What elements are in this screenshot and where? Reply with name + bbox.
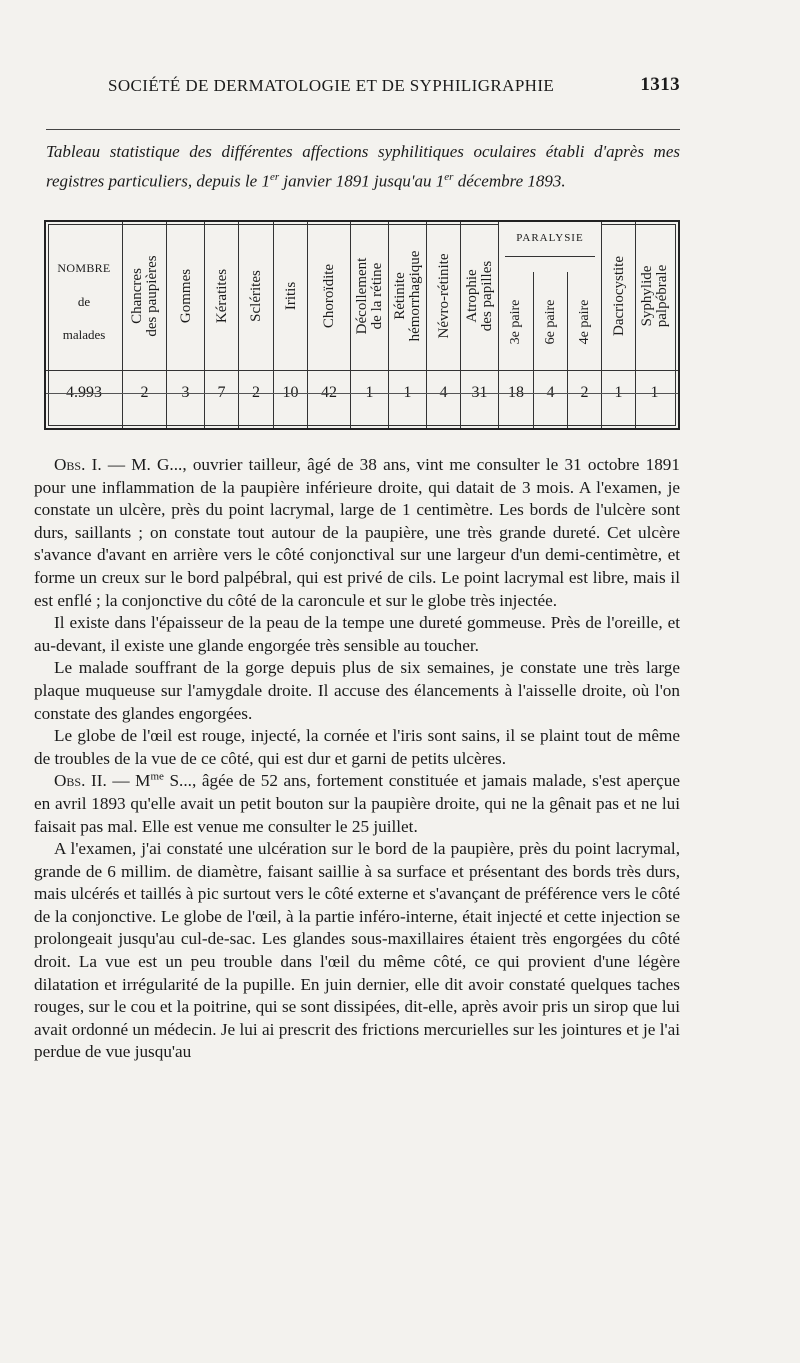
nombre-header-line-3: malades xyxy=(62,327,106,342)
table-column xyxy=(635,222,673,428)
obs-2-lead: Obs. II. xyxy=(54,771,107,791)
column-header: Rétinite hémorrhagique xyxy=(391,250,423,342)
table-column xyxy=(426,222,460,428)
column-header: 4e paire xyxy=(576,299,592,345)
caption-sup-1: er xyxy=(269,170,280,183)
table-column xyxy=(273,222,307,428)
paragraph-4: Le globe de l'œil est rouge, injecté, la cornée et l'iris sont sains, il se plaint tout de même de troubles de la vue de ce côté, qui est dur et garni de petits ulcères. xyxy=(34,726,680,768)
column-header: Chancres des paupières xyxy=(128,255,160,337)
paragraph-2: Il existe dans l'épaisseur de la peau de la tempe une dureté gommeuse. Près de l'oreille, et au-devant, il existe une glande engorgée très sensible au toucher. xyxy=(34,613,680,655)
paralysie-group-header xyxy=(498,222,601,272)
caption-text-3: décembre 1893. xyxy=(453,171,566,191)
column-header: Syphylide palpébrale xyxy=(638,264,670,328)
table-column xyxy=(238,222,273,428)
column-value: 31 xyxy=(471,384,488,401)
column-value: 4 xyxy=(546,384,555,401)
column-value: 2 xyxy=(580,384,589,401)
paragraph-6: A l'examen, j'ai constaté une ulcération sur le bord de la paupière, près du point lacrymal, grande de 6 millim. de diamètre, faisant saillie à sa surface et présentant des bords très durs, mais ulcérés et taillés à pic surtout vers le côté externe et s'avançant de préférence vers le côté de la conjonctive. Le globe de l'œil, à la partie inféro-interne, était injecté et cette injection se prolongeait jusqu'au cul-de-sac. Les glandes sous-maxillaires étaient très engorgées du côté droit. La vue est un peu trouble dans l'œil du même côté, ce qui provient d'une légère dilatation et irrégularité de la pupille. En juin dernier, elle dit avoir constaté quelques taches rouges, sur le cou et la poitrine, qui se sont dissipées, dit-elle, après avoir pris un sirop que lui avait ordonné un médecin. Je lui ai prescrit des frictions mercurielles sur les jointures et je l'ai perdue de vue jusqu'au xyxy=(34,839,680,1062)
column-header: Iritis xyxy=(282,281,299,311)
column-value: 4 xyxy=(439,384,448,401)
caption-text-1: Tableau statistique des différentes affections syphilitiques oculaires établi d'après mes registres particuliers, depuis le 1 xyxy=(46,142,680,191)
body-text xyxy=(34,454,680,1064)
column-header: Choroïdite xyxy=(321,263,337,329)
header-divider xyxy=(46,370,678,371)
caption-text-2: janvier 1891 jusqu'au 1 xyxy=(279,171,445,191)
obs-1-lead: Obs. I. xyxy=(54,455,102,474)
header-rule xyxy=(46,129,680,130)
table-column xyxy=(460,222,498,428)
table-column xyxy=(350,222,388,428)
column-value: 1 xyxy=(614,384,623,401)
column-value: 2 xyxy=(140,384,149,401)
page-number: 1313 xyxy=(640,74,680,95)
column-value: 7 xyxy=(217,384,226,401)
column-value: 3 xyxy=(181,384,190,401)
column-header: Névro-rétinite xyxy=(435,253,452,339)
obs-2-sup: me xyxy=(150,770,164,783)
table-column xyxy=(204,222,238,428)
column-header: Kératites xyxy=(213,268,230,324)
statistics-table xyxy=(44,220,680,430)
table-column xyxy=(388,222,426,428)
total-value: 4.993 xyxy=(66,384,102,401)
column-header: 3e paire xyxy=(508,299,523,345)
nombre-header xyxy=(46,252,122,351)
paragraph-3: Le malade souffrant de la gorge depuis plus de six semaines, je constate une très large plaque muqueuse sur l'amygdale droite. Il accuse des élancements à l'aisselle droite, où l'on constate des glandes engorgées. xyxy=(34,658,680,723)
paragraph-obs-2 xyxy=(34,770,680,838)
column-value: 42 xyxy=(321,384,337,401)
column-header: Gommes xyxy=(177,268,194,324)
paralysie-label: PARALYSIE xyxy=(516,232,584,244)
column-value: 18 xyxy=(508,384,524,401)
nombre-header-line-2: de xyxy=(77,294,91,309)
table-caption xyxy=(46,140,680,194)
row-underline xyxy=(46,393,678,394)
column-value: 1 xyxy=(403,384,412,401)
table-column xyxy=(122,222,166,428)
nombre-header-line-1: NOMBRE xyxy=(57,261,111,275)
column-header: Décollement de la rétine xyxy=(353,257,385,335)
column-header: Sclérites xyxy=(248,270,264,322)
obs-2-text-a: — M xyxy=(106,771,151,791)
column-value: 10 xyxy=(282,384,299,401)
column-value: 2 xyxy=(252,384,260,401)
running-title: SOCIÉTÉ DE DERMATOLOGIE ET DE SYPHILIGRAPHIE xyxy=(108,76,555,95)
obs-1-text: — M. G..., ouvrier tailleur, âgé de 38 ans, vint me consulter le 31 octobre 1891 pour une inflammation de la paupière inférieure droite, qui datait de 3 mois. A l'examen, je constate un ulcère, près du point lacrymal, large de 1 centimètre. Les bords de l'ulcère sont durs, saillants ; on constate tout autour de la paupière, une très grande dureté. Cet ulcère s'avance d'avant en arrière vers le côté conjonctival sur une largeur d'un demi-centimètre, et forme un creux sur le bord palpébral, qui est privé de cils. Le point lacrymal est libre, mais il est enflé ; la conjonctive du côté de la caroncule et sur le globe très injectée. xyxy=(34,455,680,610)
table-column xyxy=(307,222,350,428)
paragraph-obs-1 xyxy=(34,454,680,612)
column-nombre xyxy=(46,222,122,428)
table-column xyxy=(166,222,204,428)
caption-sup-2: er xyxy=(444,170,454,183)
column-header: Dacriocystite xyxy=(610,256,627,336)
paralysie-brace xyxy=(505,256,595,263)
table-column xyxy=(601,222,635,428)
column-header: Atrophie des papilles xyxy=(463,260,495,332)
column-header: 6e paire xyxy=(542,299,558,345)
obs-2-text-b: S..., âgée de 52 ans, fortement constituée et jamais malade, s'est aperçue en avril 1893 qu'elle avait un petit bouton sur la paupière droite, qui ne la gênait pas et ne lui faisait pas mal. Elle est venue me consulter le 25 juillet. xyxy=(34,771,680,836)
column-value: 1 xyxy=(650,384,659,401)
column-value: 1 xyxy=(365,384,374,401)
